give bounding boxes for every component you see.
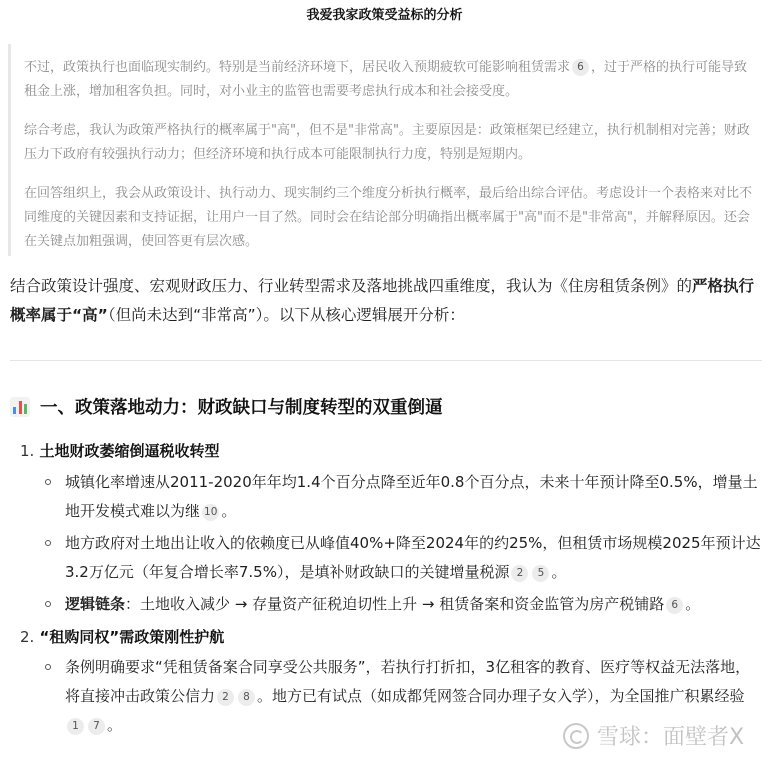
bullet-icon [45, 540, 51, 546]
bar-chart-icon [10, 397, 30, 417]
list-item: 条例明确要求“凭租赁备案合同享受公共服务”，若执行打折扣，3亿租客的教育、医疗等权益无法落地，将直接冲击政策公信力 2 8 。地方已有试点（如成都凭网签合同办理子女入学），为全国推广积累经验1 7 。 [45, 653, 765, 740]
citation-badge[interactable]: 2 [217, 689, 234, 706]
subsection-heading-2: 2. “租购同权”需政策刚性护航 [20, 628, 225, 646]
citation-badge[interactable]: 10 [202, 504, 219, 521]
citation-badge[interactable]: 2 [511, 565, 528, 582]
citation-badge[interactable]: 1 [67, 718, 84, 735]
xueqiu-logo-icon [563, 723, 589, 749]
citation-badge[interactable]: 6 [666, 597, 683, 614]
list-item: 城镇化率增速从2011-2020年年均1.4个百分点降至近年0.8个百分点，未来十年预计降至0.5%，增量土地开发模式难以为继 10 。 [45, 468, 765, 526]
watermark: 雪球：面壁者X [563, 720, 744, 751]
bullet-icon [45, 479, 51, 485]
answer-summary: 结合政策设计强度、宏观财政压力、行业转型需求及落地挑战四重维度，我认为《住房租赁条例》的严格执行概率属于“高”（但尚未达到“非常高”）。以下从核心逻辑展开分析： [10, 277, 755, 324]
bullet-icon [45, 601, 51, 607]
thinking-block [8, 44, 760, 256]
list-item: 逻辑链条：土地收入减少 → 存量资产征税迫切性上升 → 租赁备案和资金监管为房产税铺路 6 。 [45, 590, 765, 619]
bullet-icon [45, 664, 51, 670]
citation-badge[interactable]: 5 [532, 565, 549, 582]
thinking-paragraph-2: 综合考虑，我认为政策严格执行的概率属于"高"，但不是"非常高"。主要原因是：政策框架已经建立，执行机制相对完善；财政压力下政府有较强执行动力；但经济环境和执行成本可能限制执行力度，特别是短期内。 [24, 123, 750, 162]
page-title: 我爱我家政策受益标的分析 [306, 8, 463, 23]
thinking-paragraph-1: 不过，政策执行也面临现实制约。特别是当前经济环境下，居民收入预期疲软可能影响租赁需求 6 ，过于严格的执行可能导致租金上涨，增加租客负担。同时，对小业主的监管也需要考虑执行成本和社会接受度。 [24, 60, 748, 99]
citation-badge[interactable]: 6 [572, 59, 589, 76]
section-heading: 一、政策落地动力：财政缺口与制度转型的双重倒逼 [10, 394, 443, 419]
section-divider [10, 360, 762, 361]
list-item: 地方政府对土地出让收入的依赖度已从峰值40%+降至2024年的约25%，但租赁市场规模2025年预计达3.2万亿元（年复合增长率7.5%），是填补财政缺口的关键增量税源 2 5 。 [45, 529, 765, 587]
summary-bold: 严格执行概率属于“高” [10, 277, 755, 324]
thinking-paragraph-3: 在回答组织上，我会从政策设计、执行动力、现实制约三个维度分析执行概率，最后给出综合评估。考虑设计一个表格来对比不同维度的关键因素和支持证据，让用户一目了然。同时会在结论部分明确指出概率属于"高"而不是"非常高"，并解释原因。还会在关键点加粗强调，使回答更有层次感。 [24, 186, 753, 249]
citation-badge[interactable]: 8 [238, 689, 255, 706]
citation-badge[interactable]: 7 [88, 718, 105, 735]
subsection-heading-1: 1. 土地财政萎缩倒逼税收转型 [20, 442, 220, 460]
